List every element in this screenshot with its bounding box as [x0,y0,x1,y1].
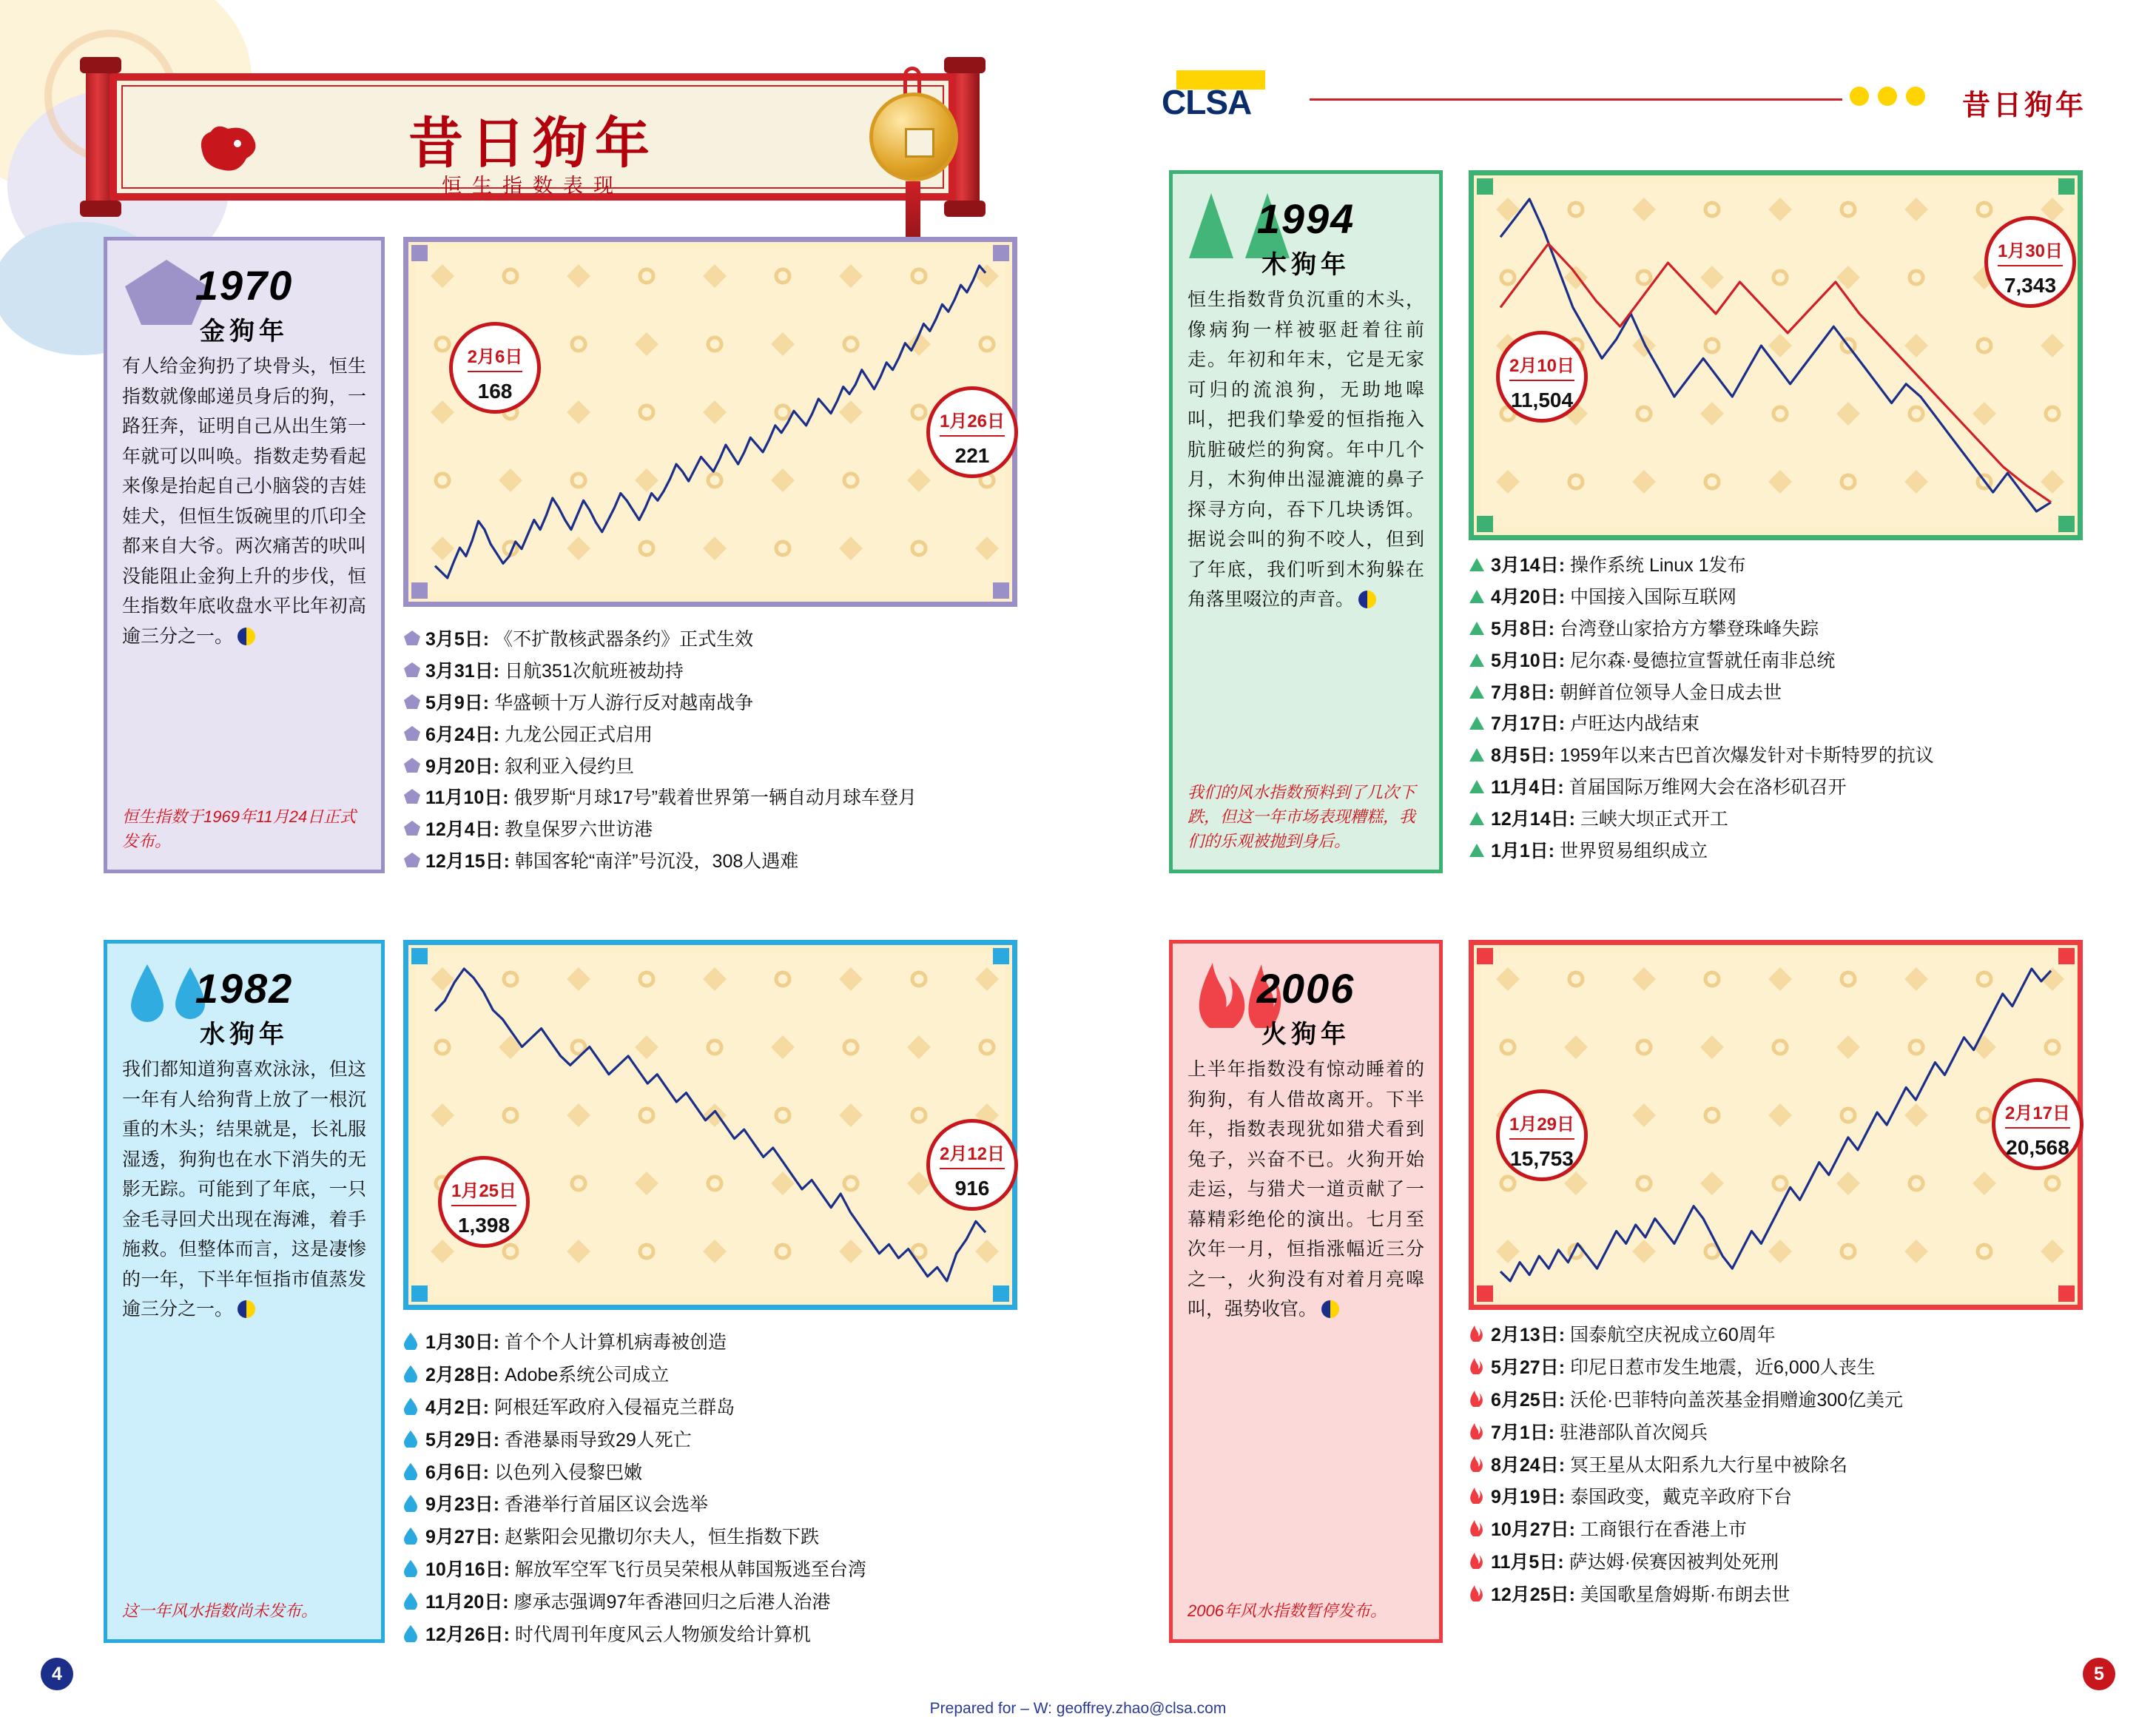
water-drop-icon [403,1592,425,1615]
chart-corner-ornament [2058,1285,2075,1302]
chart-corner-ornament [2058,948,2075,964]
event-text: 9月20日: 叙利亚入侵约旦 [425,756,634,777]
panel-2006-chart [1469,940,2083,1310]
header-title: 昔日狗年 [1961,90,2086,121]
chart-marker [449,322,541,414]
pentagon-metal-icon [403,851,425,873]
panel-1982-events [403,1332,1054,1657]
tree-icon [1469,841,1491,863]
panel-note: 这一年风水指数尚未发布。 [122,1601,318,1620]
panel-1994-events [1469,555,2120,873]
event-item [403,1494,1054,1517]
event-item [1469,745,2120,767]
tree-icon [1469,651,1491,673]
event-item [1469,841,2120,863]
event-item [403,1430,1054,1453]
knot-icon [903,67,921,96]
event-item [403,756,1054,779]
flame-icon [1469,1325,1491,1348]
event-text: 6月6日: 以色列入侵黎巴嫩 [425,1462,643,1483]
pentagon-metal-icon [403,756,425,779]
pentagon-metal-icon [403,725,425,747]
marker-value: 20,568 [2006,1136,2069,1159]
panel-note: 2006年风水指数暂停发布。 [1188,1601,1387,1620]
marker-value: 11,504 [1510,389,1574,411]
page-number-right: 5 [2083,1658,2115,1690]
flame-icon [1469,1357,1491,1380]
event-item [1469,1455,2120,1478]
event-text: 2月28日: Adobe系统公司成立 [425,1364,670,1385]
event-text: 5月10日: 尼尔森·曼德拉宣誓就任南非总统 [1491,650,1836,671]
marker-date: 1月25日 [451,1176,516,1206]
event-item [403,1559,1054,1582]
footer-note: Prepared for – W: geoffrey.zhao@clsa.com [929,1700,1227,1717]
event-text: 3月14日: 操作系统 Linux 1发布 [1491,555,1746,576]
event-item [403,1365,1054,1388]
event-item [403,725,1054,747]
dot-icon [1850,87,1869,106]
tree-icon [1469,745,1491,767]
panel-1970-sidebox [104,237,385,873]
scroll-banner [74,63,991,211]
event-item [1469,587,2120,609]
panel-1970-events [403,629,1054,883]
event-item [1469,713,2120,736]
flame-icon [1469,1455,1491,1478]
event-text: 4月20日: 中国接入国际互联网 [1491,586,1736,608]
event-item [1469,1552,2120,1575]
event-text: 1月30日: 首个个人计算机病毒被创造 [425,1332,727,1353]
event-text: 6月24日: 九龙公园正式启用 [425,724,653,745]
panel-year: 1982 [195,965,294,1012]
page-number-left: 4 [41,1658,73,1690]
yinyang-icon [1358,591,1376,608]
event-text: 6月25日: 沃伦·巴菲特向盖茨基金捐赠逾300亿美元 [1491,1389,1904,1411]
tree-icon [1469,587,1491,609]
event-item [403,1592,1054,1615]
water-drop-icon [403,1397,425,1420]
event-text: 12月15日: 韩国客轮“南洋”号沉没，308人遇难 [425,851,799,873]
flame-icon [1469,1390,1491,1413]
flame-icon [1469,1487,1491,1510]
panel-note: 恒生指数于1969年11月24日正式发布。 [122,807,357,850]
panel-element: 水狗年 [200,1021,289,1049]
yinyang-icon [238,628,255,645]
event-item [1469,651,2120,673]
event-text: 11月10日: 俄罗斯“月球17号”载着世界第一辆自动月球车登月 [425,787,917,809]
event-text: 7月1日: 驻港部队首次阅兵 [1491,1422,1708,1443]
header-rule [1310,98,1842,101]
chart-plot-area [416,952,1005,1297]
tree-icon [1469,555,1491,577]
panel-element: 火狗年 [1261,1021,1350,1049]
event-text: 5月8日: 台湾登山家拾方方攀登珠峰失踪 [1491,618,1819,639]
event-text: 5月9日: 华盛顿十万人游行反对越南战争 [425,692,754,713]
panel-body-text: 有人给金狗扔了块骨头，恒生指数就像邮递员身后的狗，一路狂奔，证明自己从出生第一年就可以叫唤。指数走势看起来像是抬起自己小脑袋的吉娃娃犬，但恒生饭碗里的爪印全都来自大爷。两次痛苦的吠叫没能阻止金狗上升的步伐，恒生指数年底收盘水平比年初高逾三分之一。 [122,356,366,647]
chart-corner-ornament [411,582,428,599]
panel-1982-sidebox [104,940,385,1643]
marker-value: 221 [954,444,990,467]
event-item [1469,619,2120,641]
event-item [403,629,1054,651]
chart-marker [1984,216,2076,308]
marker-date: 2月17日 [2005,1098,2070,1129]
event-text: 12月26日: 时代周刊年度风云人物颁发给计算机 [425,1624,811,1646]
event-text: 2月13日: 国泰航空庆祝成立60周年 [1491,1325,1776,1345]
marker-date: 1月30日 [1998,236,2063,266]
clsa-logo [1162,70,1295,124]
event-item [403,1332,1054,1355]
event-item [403,1527,1054,1550]
event-item [1469,1584,2120,1607]
chart-corner-ornament [411,1285,428,1302]
chart-corner-ornament [1477,948,1493,964]
chart-corner-ornament [993,1285,1009,1302]
event-item [403,661,1054,683]
chart-corner-ornament [993,948,1009,964]
clsa-header [1162,70,2086,130]
event-text: 10月16日: 解放军空军飞行员吴荣根从韩国叛逃至台湾 [425,1559,866,1581]
event-text: 12月4日: 教皇保罗六世访港 [425,819,653,841]
event-item [403,1624,1054,1647]
water-drop-icon [403,1624,425,1647]
panel-year: 2006 [1256,965,1355,1012]
event-text: 3月5日: 《不扩散核武器条约》正式生效 [425,629,754,650]
marker-value: 7,343 [2004,274,2057,297]
panel-2006-sidebox [1169,940,1443,1643]
flame-icon [1469,1422,1491,1445]
dot-icon [1906,87,1925,106]
chart-corner-ornament [411,948,428,964]
coin-icon [869,93,958,181]
chart-marker [926,386,1018,478]
banner-subtitle: 恒生指数表现 [442,175,624,197]
event-item [1469,1422,2120,1445]
event-item [403,787,1054,810]
marker-date: 1月29日 [1509,1109,1574,1140]
water-drop-icon [403,1494,425,1517]
panel-1994-sidebox [1169,170,1443,873]
panel-body-text: 恒生指数背负沉重的木头，像病狗一样被驱赶着往前走。年初和年末，它是无家可归的流浪狗，无助地嗥叫，把我们挚爱的恒指拖入肮脏破烂的狗窝。年中几个月，木狗伸出湿漉漉的鼻子探寻方向，吞下几块诱饵。据说会叫的狗不咬人，但到了年底，我们听到木狗躲在角落里啜泣的声音。 [1188,289,1424,610]
tree-icon [1469,809,1491,831]
yinyang-icon [1321,1300,1339,1318]
pentagon-metal-icon [403,629,425,651]
chart-corner-ornament [1477,178,1493,195]
tree-icon [1469,682,1491,705]
panel-year: 1970 [195,262,294,309]
event-text: 12月25日: 美国歌星詹姆斯·布朗去世 [1491,1584,1791,1606]
water-drop-icon [403,1527,425,1550]
event-text: 8月5日: 1959年以来古巴首次爆发针对卡斯特罗的抗议 [1491,745,1934,767]
event-item [1469,1487,2120,1510]
marker-value: 168 [477,380,513,403]
chart-marker [1496,1089,1588,1181]
chart-marker [1496,331,1588,423]
marker-date: 1月26日 [940,406,1005,437]
marker-date: 2月12日 [940,1139,1005,1169]
chart-corner-ornament [411,245,428,261]
event-item [1469,1519,2120,1542]
tree-icon [1469,713,1491,736]
event-text: 9月19日: 泰国政变，戴克辛政府下台 [1491,1487,1792,1508]
chart-corner-ornament [993,245,1009,261]
event-text: 9月27日: 赵紫阳会见撒切尔夫人，恒生指数下跌 [425,1527,819,1548]
marker-date: 2月10日 [1509,351,1574,381]
chart-corner-ornament [2058,178,2075,195]
flame-icon [1469,1519,1491,1542]
pentagon-metal-icon [403,693,425,715]
chart-marker [1992,1078,2083,1170]
dot-icon [1878,87,1897,106]
tree-icon [1469,619,1491,641]
water-drop-icon [403,1462,425,1485]
event-item [1469,809,2120,831]
panel-note: 我们的风水指数预料到了几次下跌，但这一年市场表现糟糕，我们的乐观被抛到身后。 [1188,783,1416,850]
event-item [1469,555,2120,577]
event-text: 11月20日: 廖承志强调97年香港回归之后港人治港 [425,1592,831,1613]
water-drop-icon [403,1365,425,1388]
event-text: 10月27日: 工商银行在香港上市 [1491,1519,1747,1541]
tree-icon [1469,777,1491,799]
event-text: 7月8日: 朝鲜首位领导人金日成去世 [1491,682,1782,703]
event-text: 8月24日: 冥王星从太阳系九大行星中被除名 [1491,1454,1847,1476]
event-text: 9月23日: 香港举行首届区议会选举 [425,1494,708,1516]
marker-value: 916 [954,1177,990,1200]
panel-body-text: 上半年指数没有惊动睡着的狗狗，有人借故离开。下半年，指数表现犹如猎犬看到兔子，兴奋不已。火狗开始走运，与猎犬一道贡献了一幕精彩绝伦的演出。七月至次年一月，恒指涨幅近三分之一，火狗没有对着月亮嗥叫，强势收官。 [1188,1059,1424,1320]
flame-icon [1469,1584,1491,1607]
water-drop-icon [403,1332,425,1355]
event-text: 5月29日: 香港暴雨导致29人死亡 [425,1429,692,1451]
panel-element: 木狗年 [1261,251,1350,279]
event-item [1469,1357,2120,1380]
event-text: 5月27日: 印尼日惹市发生地震，近6,000人丧生 [1491,1357,1876,1378]
panel-year: 1994 [1256,195,1355,242]
event-item [1469,682,2120,705]
panel-1982-chart [403,940,1017,1310]
marker-value: 1,398 [457,1214,511,1237]
chart-marker [438,1156,530,1248]
banner-body [110,73,956,201]
event-text: 12月14日: 三峡大坝正式开工 [1491,809,1728,830]
event-text: 1月1日: 世界贸易组织成立 [1491,841,1708,862]
event-text: 7月17日: 卢旺达内战结束 [1491,713,1699,735]
marker-value: 15,753 [1510,1147,1574,1170]
event-item [403,819,1054,841]
pentagon-metal-icon [403,661,425,683]
scroll-rod-cap [944,201,986,217]
panel-body-text: 我们都知道狗喜欢泳泳，但这一年有人给狗背上放了一根沉重的木头；结果就是，长礼服湿透，狗狗也在水下消失的无影无踪。可能到了年底，一只金毛寻回犬出现在海滩，着手施救。但整体而言，这是凄惨的一年，下半年恒指市值蒸发逾三分之一。 [122,1059,366,1320]
event-item [1469,777,2120,799]
header-dots [1850,87,1925,106]
event-item [1469,1325,2120,1348]
chart-corner-ornament [1477,1285,1493,1302]
water-drop-icon [403,1430,425,1453]
chart-marker [926,1119,1018,1211]
scroll-rod-cap [80,201,121,217]
event-text: 3月31日: 日航351次航班被劫持 [425,660,684,682]
yinyang-icon [238,1300,255,1318]
event-item [403,851,1054,873]
banner-title: 昔日狗年 [408,112,657,174]
panel-2006-events [1469,1325,2120,1617]
event-text: 11月4日: 首届国际万维网大会在洛杉矶召开 [1491,777,1847,799]
scroll-rod-cap [944,57,986,73]
event-item [1469,1390,2120,1413]
pentagon-metal-icon [403,787,425,810]
panel-element: 金狗年 [200,317,289,346]
panel-1970-chart [403,237,1017,607]
event-item [403,1462,1054,1485]
flame-icon [1469,1552,1491,1575]
chart-corner-ornament [993,582,1009,599]
pentagon-metal-icon [403,819,425,841]
event-text: 4月2日: 阿根廷军政府入侵福克兰群岛 [425,1396,735,1418]
chart-plot-area [416,249,1005,594]
water-drop-icon [403,1559,425,1582]
panel-1994-chart [1469,170,2083,540]
marker-date: 2月6日 [468,342,523,372]
chart-corner-ornament [1477,516,1493,532]
event-text: 11月5日: 萨达姆·侯赛因被判处死刑 [1491,1552,1779,1573]
event-item [403,1397,1054,1420]
scroll-rod-cap [80,57,121,73]
logo-text: CLSA [1162,83,1252,121]
chart-corner-ornament [2058,516,2075,532]
event-item [403,693,1054,715]
